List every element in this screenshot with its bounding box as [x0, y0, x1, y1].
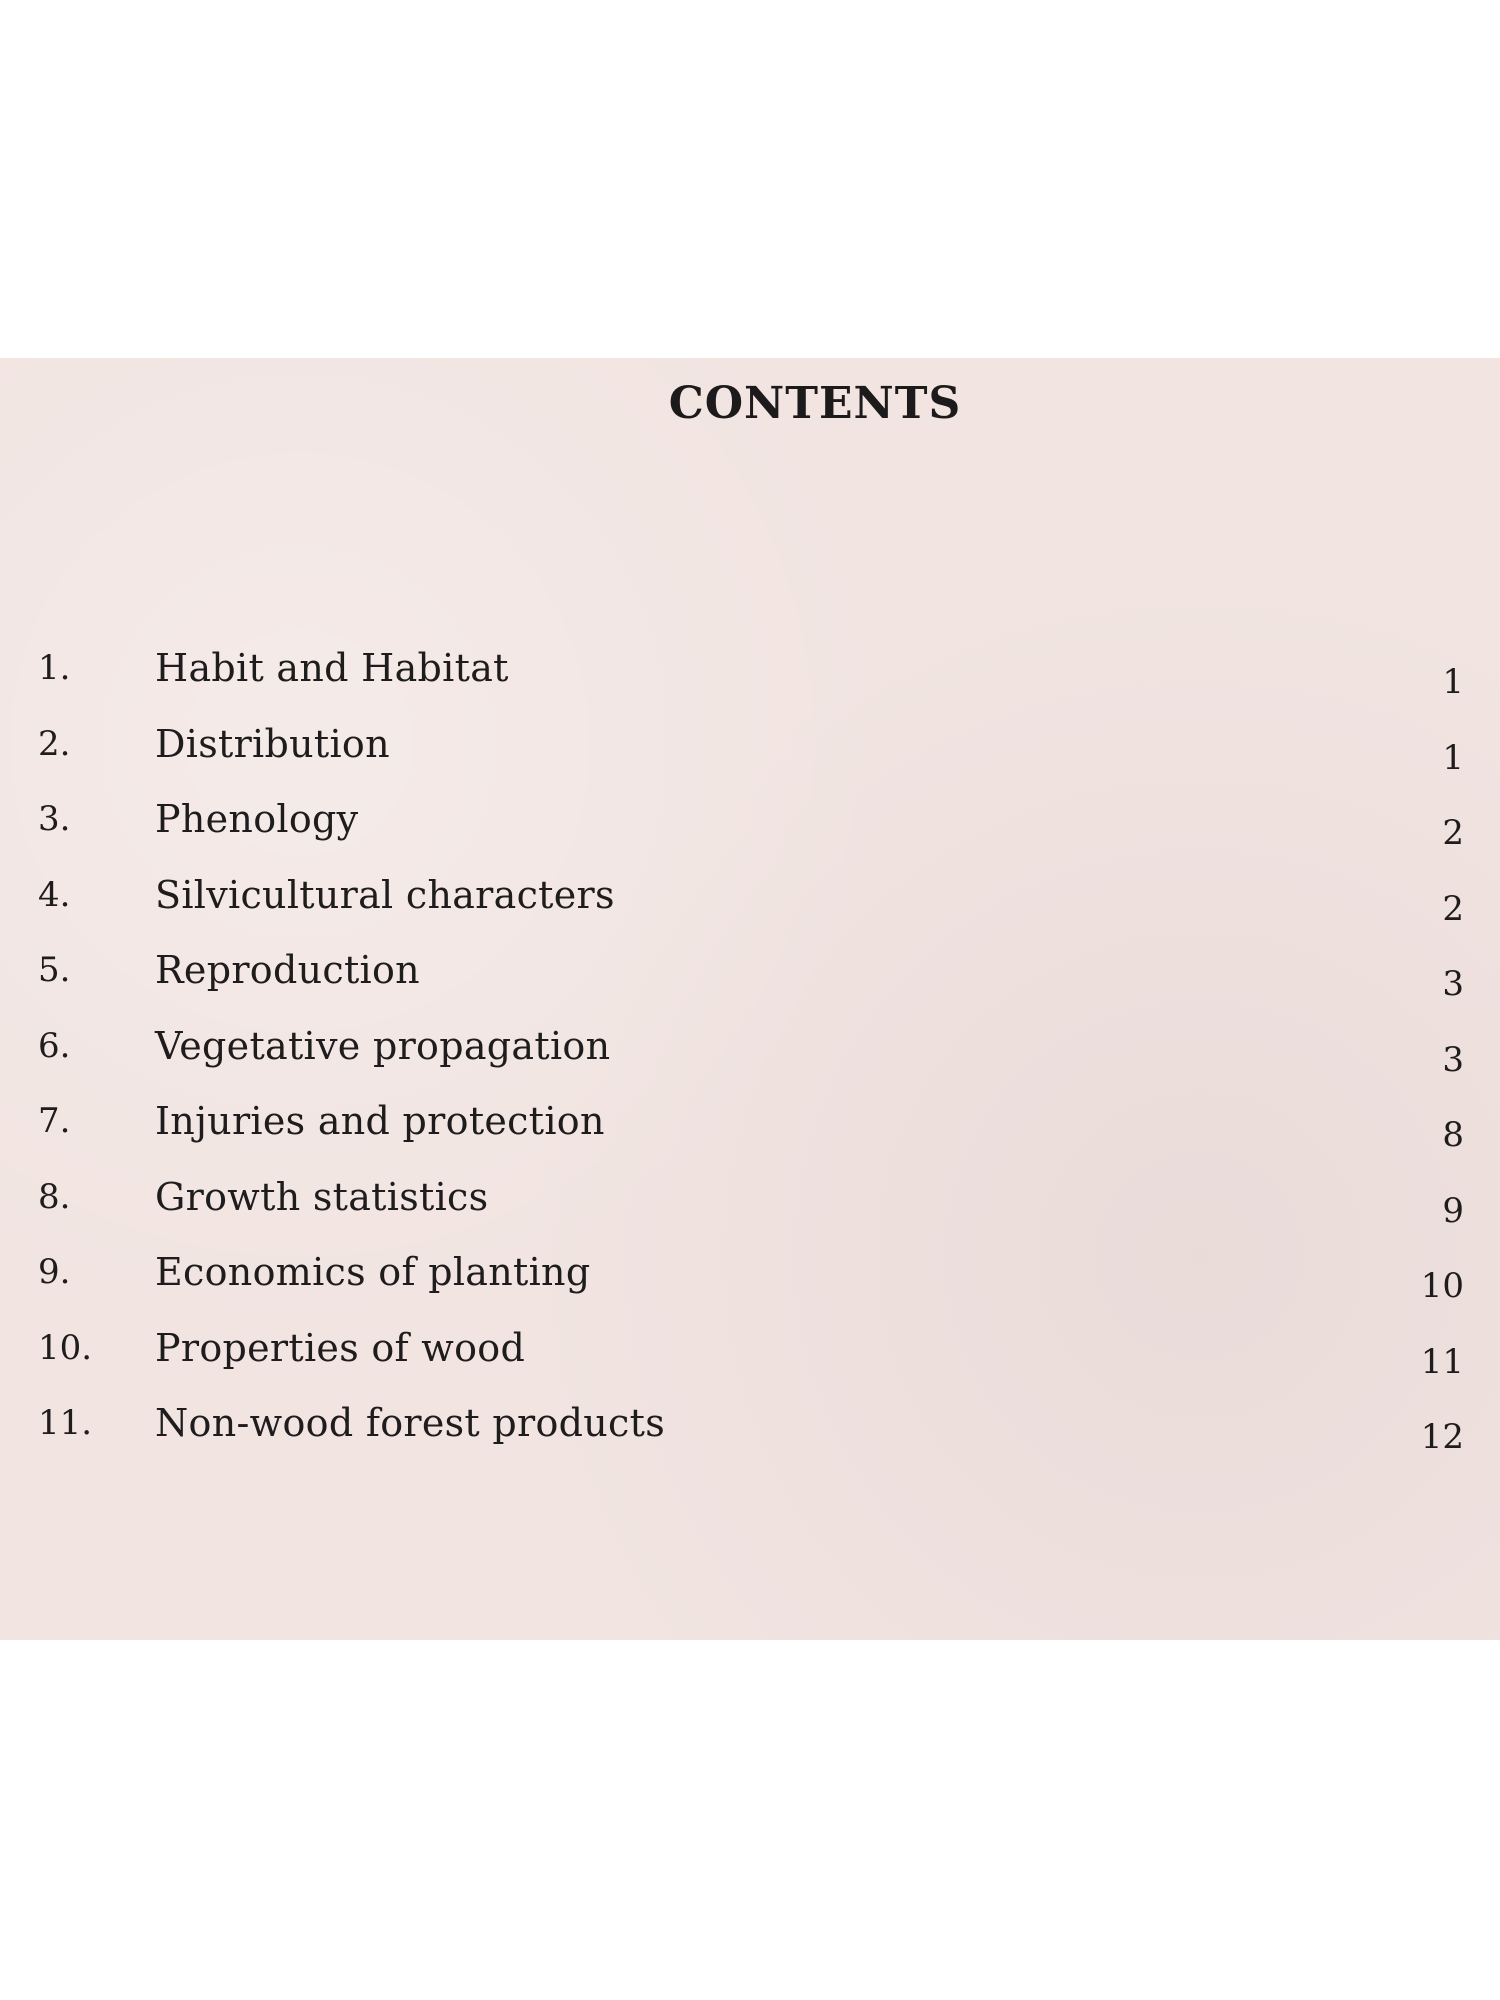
toc-entry-title: Reproduction	[155, 948, 420, 992]
toc-entry	[0, 1023, 1500, 1102]
toc-entry-title: Distribution	[155, 721, 390, 766]
toc-entry-title: Phenology	[155, 797, 359, 841]
toc-entry-page: 2	[1442, 813, 1464, 853]
toc-entry-page: 3	[1442, 1039, 1464, 1080]
toc-entry-page: 10	[1420, 1266, 1464, 1306]
toc-entry-page: 12	[1420, 1417, 1464, 1457]
toc-entry-number: 9.	[38, 1252, 71, 1292]
toc-entry	[0, 648, 1500, 724]
toc-entry-number: 4.	[38, 874, 71, 915]
toc-entry	[0, 950, 1500, 1026]
toc-entry-page: 3	[1442, 964, 1464, 1004]
toc-entry	[0, 721, 1500, 800]
toc-entry-page: 2	[1442, 888, 1464, 929]
toc-entry	[0, 1403, 1500, 1479]
toc-entry	[0, 872, 1500, 951]
toc-entry-number: 10.	[38, 1327, 93, 1368]
table-of-contents	[0, 648, 1500, 1479]
toc-entry-page: 8	[1442, 1115, 1464, 1155]
toc-entry-number: 11.	[38, 1403, 93, 1443]
toc-entry-number: 1.	[38, 648, 71, 688]
toc-entry-page: 1	[1442, 737, 1464, 778]
toc-entry-page: 11	[1420, 1341, 1464, 1382]
toc-entry-page: 1	[1442, 662, 1464, 702]
toc-entry-title: Vegetative propagation	[155, 1023, 611, 1068]
toc-entry-number: 8.	[38, 1176, 71, 1217]
toc-entry	[0, 1174, 1500, 1253]
toc-entry-title: Injuries and protection	[155, 1099, 605, 1143]
toc-entry-title: Economics of planting	[155, 1250, 591, 1294]
toc-entry-page: 9	[1442, 1190, 1464, 1231]
toc-entry-number: 2.	[38, 723, 71, 764]
toc-entry-title: Growth statistics	[155, 1174, 489, 1219]
toc-entry-number: 6.	[38, 1025, 71, 1066]
toc-entry-number: 7.	[38, 1101, 71, 1141]
toc-entry	[0, 1101, 1500, 1177]
toc-entry-number: 3.	[38, 799, 71, 839]
toc-entry-title: Non-wood forest products	[155, 1401, 665, 1445]
toc-entry	[0, 1325, 1500, 1404]
toc-entry-title: Properties of wood	[155, 1325, 526, 1370]
toc-entry-title: Silvicultural characters	[155, 872, 615, 917]
page-title: CONTENTS	[668, 378, 962, 429]
toc-entry	[0, 799, 1500, 875]
toc-entry-title: Habit and Habitat	[155, 646, 509, 690]
toc-entry-number: 5.	[38, 950, 71, 990]
toc-entry	[0, 1252, 1500, 1328]
